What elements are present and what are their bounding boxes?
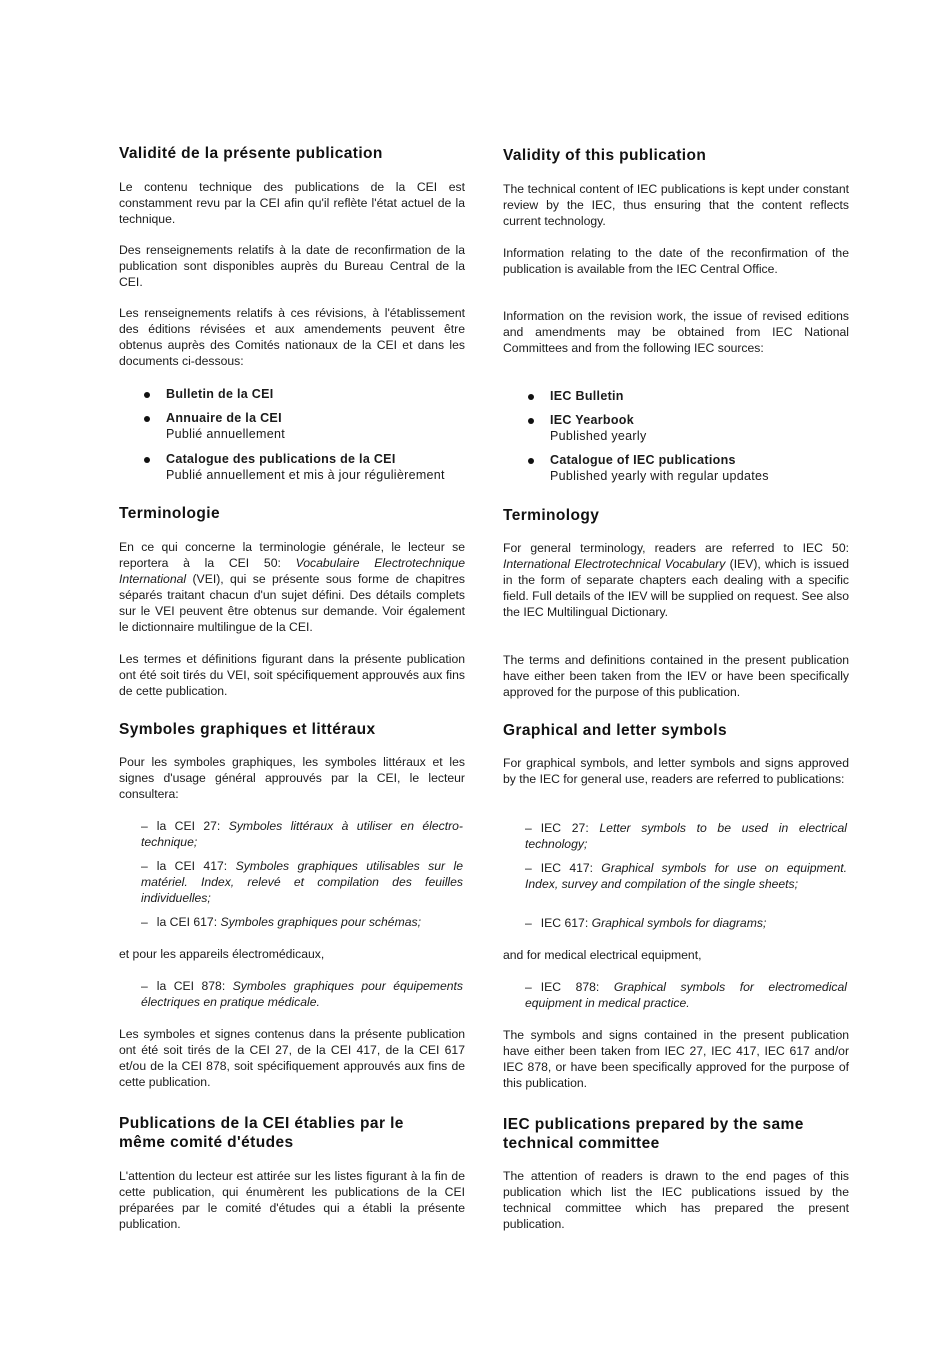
- text: (VEI), qui se présente sous forme de chapitres séparés traitant chacun d'un sujet défini. Des détails complets sur le VEI peuvent être obtenus sur demande. Voir également le dictionnaire multilingue de la CEI.: [119, 572, 465, 634]
- heading-line: IEC publications prepared by the same: [503, 1116, 804, 1133]
- publications-paragraph-fr: L'attention du lecteur est attirée sur les listes figurant à la fin de cette publication, qui énumèrent les publications de la CEI préparées par le comité d'études qui a établi la présente publication.: [119, 1169, 465, 1231]
- ref-number: la CEI 417:: [156, 859, 236, 873]
- ref-title: Graphical symbols for electromedical equipment in medical practice.: [525, 980, 847, 1010]
- reference-item: – la CEI 617: Symboles graphiques pour schémas;: [141, 915, 421, 929]
- symbols-paragraph-1-en: For graphical symbols, and letter symbols and signs approved by the IEC for general use, readers are referred to publications:: [503, 756, 849, 786]
- reference-item: – la CEI 417: Symboles graphiques utilisables sur le matériel. Index, relevé et compilation des feuilles individuelles;: [141, 859, 464, 905]
- symbols-heading-fr: Symboles graphiques et littéraux: [119, 721, 376, 738]
- publications-heading-en: [503, 1115, 849, 1153]
- validity-paragraph-2-en: Information relating to the date of the reconfirmation of the publication is available from the IEC Central Office.: [503, 246, 849, 276]
- reference-item: – IEC 617: Graphical symbols for diagrams;: [525, 916, 767, 930]
- ref-title: Symboles littéraux à utiliser en électro-technique;: [141, 819, 463, 849]
- reference-item: – la CEI 27: Symboles littéraux à utiliser en électro-technique;: [141, 819, 463, 849]
- english-column: [503, 0, 849, 1345]
- bullet-icon: [528, 394, 534, 400]
- terminology-heading-en: Terminology: [503, 507, 600, 524]
- validity-heading-fr: Validité de la présente publication: [119, 145, 383, 162]
- terminology-heading-fr: Terminologie: [119, 505, 220, 522]
- reference-item: – IEC 417: Graphical symbols for use on equipment. Index, survey and compilation of the single sheets;: [525, 861, 847, 891]
- text: For general terminology, readers are referred to IEC 50:: [503, 541, 849, 555]
- heading-line: même comité d'études: [119, 1134, 294, 1151]
- heading-line: Publications de la CEI établies par le: [119, 1115, 404, 1132]
- bullet-icon: [144, 416, 150, 422]
- french-column: [119, 0, 465, 1345]
- source-subtitle: Publié annuellement et mis à jour régulièrement: [166, 468, 445, 482]
- ref-number: IEC 417:: [540, 861, 602, 875]
- terminology-paragraph-1-fr: [119, 539, 465, 635]
- symbols-heading-en: Graphical and letter symbols: [503, 722, 727, 739]
- ref-title: Symboles graphiques utilisables sur le matériel. Index, relevé et compilation des feuilles individuelles;: [141, 859, 464, 905]
- terminology-paragraph-2-en: The terms and definitions contained in the present publication have either been taken from the IEV or have been specifically approved for the purpose of this publication.: [503, 653, 849, 699]
- source-title: Bulletin de la CEI: [166, 387, 274, 401]
- source-subtitle: Publié annuellement: [166, 427, 285, 441]
- text: (IEV), which is issued in the form of separate chapters each dealing with a specific field. Full details of the IEV will be supplied on request. See also the IEC Multilingual Dictionary.: [503, 557, 849, 619]
- source-subtitle: Published yearly: [550, 429, 647, 443]
- ref-number: la CEI 27:: [156, 819, 229, 833]
- ref-number: la CEI 878:: [156, 979, 233, 993]
- ref-number: IEC 617:: [540, 916, 592, 930]
- reference-item: – IEC 27: Letter symbols to be used in electrical technology;: [525, 821, 848, 851]
- source-title: Annuaire de la CEI: [166, 411, 282, 425]
- bullet-icon: [528, 418, 534, 424]
- validity-paragraph-3-fr: Les renseignements relatifs à ces révisions, à l'établissement des éditions révisées et aux amendements peuvent être obtenus auprès des Comités nationaux de la CEI et dans les documents ci-dessous:: [119, 306, 465, 368]
- bullet-icon: [144, 457, 150, 463]
- validity-paragraph-1-fr: Le contenu technique des publications de la CEI est constamment revu par la CEI afin qu'il reflète l'état actuel de la technique.: [119, 180, 465, 226]
- ref-title: Graphical symbols for diagrams;: [591, 916, 767, 930]
- validity-paragraph-3-en: Information on the revision work, the issue of revised editions and amendments may be obtained from IEC National Committees and from the following IEC sources:: [503, 309, 849, 355]
- terminology-paragraph-2-fr: Les termes et définitions figurant dans la présente publication ont été soit tirés du VEI, soit spécifiquement approuvés aux fins de cette publication.: [119, 652, 465, 698]
- reference-item: – la CEI 878: Symboles graphiques pour équipements électriques en pratique médicale.: [141, 979, 463, 1009]
- bullet-icon: [144, 392, 150, 398]
- validity-heading-en: Validity of this publication: [503, 147, 707, 164]
- symbols-paragraph-3-fr: Les symboles et signes contenus dans la présente publication ont été soit tirés de la CEI 27, de la CEI 417, de la CEI 617 et/ou de la CEI 878, soit spécifiquement approuvés aux fins de cette publication.: [119, 1027, 465, 1089]
- ref-number: IEC 27:: [540, 821, 600, 835]
- source-subtitle: Published yearly with regular updates: [550, 469, 769, 483]
- heading-line: technical committee: [503, 1135, 660, 1152]
- validity-paragraph-2-fr: Des renseignements relatifs à la date de reconfirmation de la publication sont disponibles auprès du Bureau Central de la CEI.: [119, 243, 465, 289]
- text: En ce qui concerne la terminologie générale, le lecteur se reportera à la CEI 50:: [119, 540, 465, 570]
- reference-item: – IEC 878: Graphical symbols for electromedical equipment in medical practice.: [525, 980, 847, 1010]
- ref-title: Symboles graphiques pour schémas;: [220, 915, 421, 929]
- iev-title: Vocabulaire Electrotechnique International: [119, 556, 465, 586]
- publications-heading-fr: [119, 1114, 465, 1152]
- iev-title: International Electrotechnical Vocabulary: [503, 557, 726, 571]
- source-title: Catalogue of IEC publications: [550, 453, 736, 467]
- ref-number: IEC 878:: [540, 980, 614, 994]
- symbols-paragraph-2-en: and for medical electrical equipment,: [503, 948, 702, 962]
- ref-title: Letter symbols to be used in electrical technology;: [525, 821, 848, 851]
- ref-title: Symboles graphiques pour équipements électriques en pratique médicale.: [141, 979, 463, 1009]
- bullet-icon: [528, 458, 534, 464]
- publications-paragraph-en: The attention of readers is drawn to the end pages of this publication which list the IEC publications issued by the technical committee which has prepared the present publication.: [503, 1169, 849, 1231]
- source-title: Catalogue des publications de la CEI: [166, 452, 396, 466]
- symbols-paragraph-2-fr: et pour les appareils électromédicaux,: [119, 947, 325, 961]
- terminology-paragraph-1-en: [503, 540, 849, 620]
- source-title: IEC Bulletin: [550, 389, 624, 403]
- ref-number: la CEI 617:: [156, 915, 221, 929]
- validity-paragraph-1-en: The technical content of IEC publications is kept under constant review by the IEC, thus ensuring that the content reflects current technology.: [503, 182, 849, 228]
- symbols-paragraph-3-en: The symbols and signs contained in the present publication have either been taken from IEC 27, IEC 417, IEC 617 and/or IEC 878, or have been specifically approved for the purpose of this publication.: [503, 1028, 849, 1090]
- symbols-paragraph-1-fr: Pour les symboles graphiques, les symboles littéraux et les signes d'usage général approuvés par la CEI, le lecteur consultera:: [119, 755, 465, 801]
- source-title: IEC Yearbook: [550, 413, 634, 427]
- ref-title: Graphical symbols for use on equipment. Index, survey and compilation of the single sheets;: [525, 861, 847, 891]
